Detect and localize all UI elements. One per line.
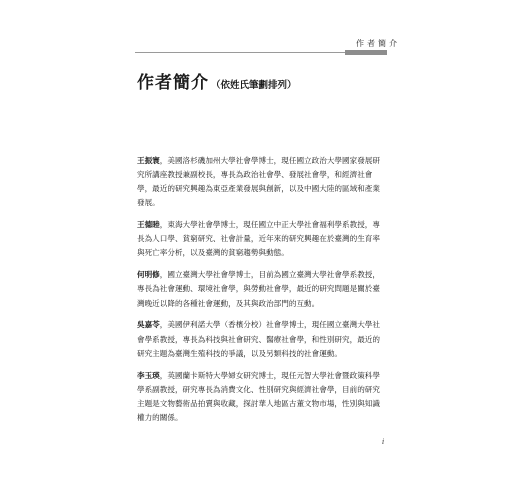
author-bio: ，國立臺灣大學社會學博士，目前為國立臺灣大學社會學系教授，專長為社會運動、環境社會學，與勞動社會學，最近的研究問題是關於臺灣晚近以降的各種社會運動，及其與政治部門的互動。 [137,270,380,308]
author-entry [137,154,387,211]
page-title [137,68,297,93]
author-bio: ，美國洛杉磯加州大學社會學博士，現任國立政治大學國家發展研究所講座教授兼副校長，專長為政治社會學、發展社會學，和經濟社會學，最近的研究興趣為東亞產業發展與創新，以及中國大陸的區域和產業發展。 [137,155,380,208]
title-subtitle: （依姓氏筆劃排列） [211,80,297,91]
title-main: 作者簡介 [137,73,209,93]
author-name: 李玉瑛 [137,370,160,380]
author-entry [137,369,387,426]
author-bio: ，美國伊利諾大學（香檳分校）社會學博士，現任國立臺灣大學社會學系教授，專長為科技與社會研究、醫療社會學，和性別研究，最近的研究主題為臺灣生殖科技的爭議，以及另類科技的社會運動。 [137,320,380,358]
page-number: i [382,438,385,446]
author-entry [137,268,387,311]
author-name: 吳嘉苓 [137,320,160,330]
header-bar [345,50,387,55]
author-entry [137,318,387,361]
author-name: 何明修 [137,270,160,280]
author-name: 王德睦 [137,220,160,229]
author-entry [137,218,387,261]
author-bio: ，英國蘭卡斯特大學婦女研究博士，現任元智大學社會暨政策科學學系副教授，研究專長為消費文化、性別研究與經濟社會學，目前的研究主題是文物藝術品拍賣與收藏，探討華人地區古董文物市場，性別與知識權力的關係。 [137,370,380,423]
author-bio: ，東海大學社會學博士，現任國立中正大學社會福利學系教授，專長為人口學、貧窮研究、社會計量，近年來的研究興趣在於臺灣的生育率與死亡率分析，以及臺灣的貧窮趨勢與動態。 [137,220,380,258]
author-name: 王振寰 [137,155,160,165]
author-list [137,146,387,425]
running-title: 作者簡介 [356,39,400,48]
